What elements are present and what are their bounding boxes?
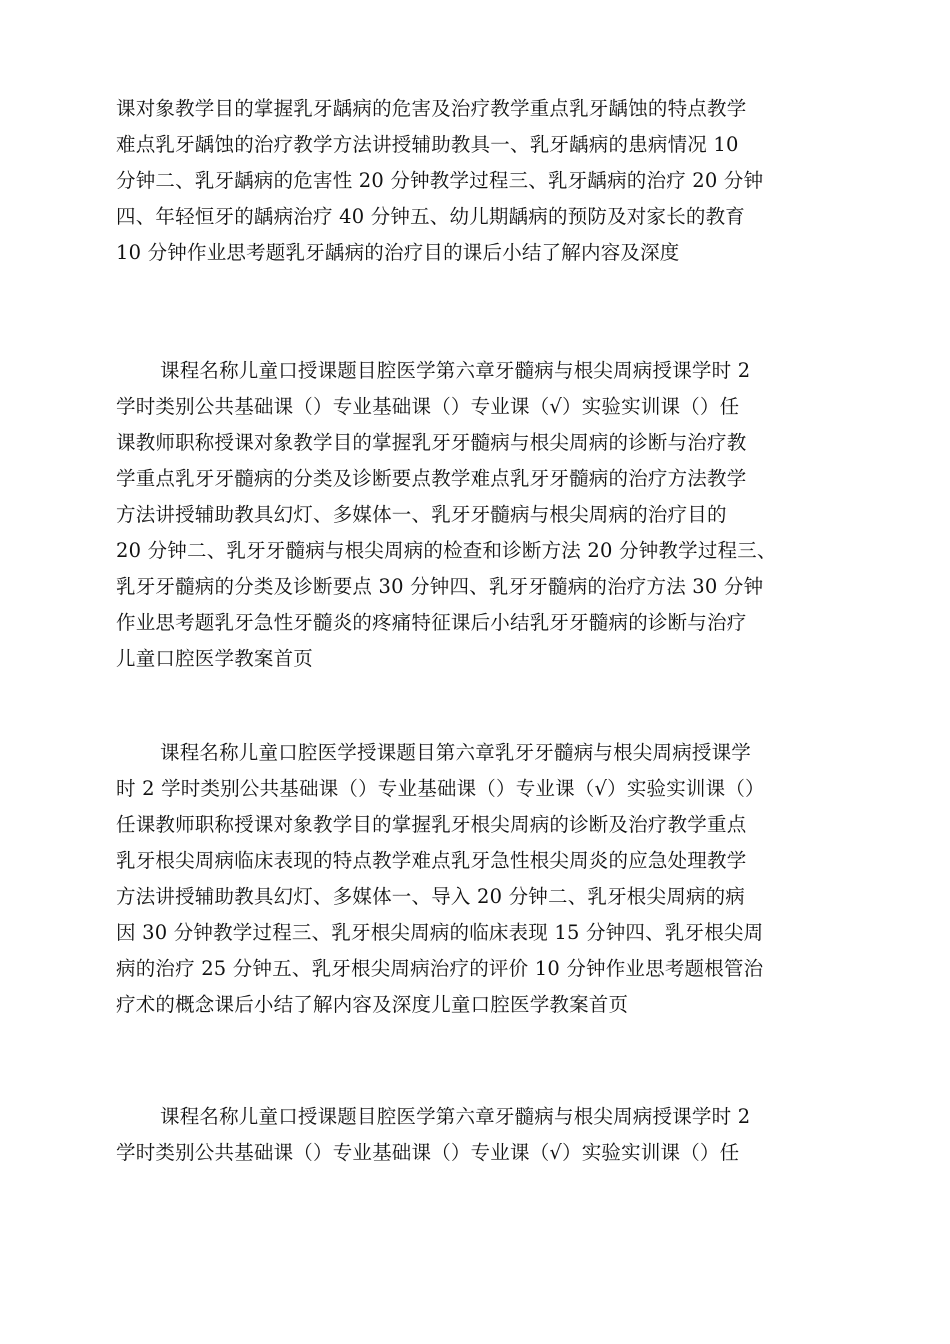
text-line: 学时类别公共基础课（）专业基础课（）专业课（√）实验实训课（）任 <box>116 1141 740 1164</box>
text-line: 儿童口腔医学教案首页 <box>116 647 314 670</box>
text-line: 任课教师职称授课对象教学目的掌握乳牙根尖周病的诊断及治疗教学重点 <box>116 813 747 836</box>
paragraph-dental-caries <box>116 91 856 271</box>
paragraph-course-info <box>116 1099 856 1171</box>
text-line: 学时类别公共基础课（）专业基础课（）专业课（√）实验实训课（）任 <box>116 395 740 418</box>
text-line: 课教师职称授课对象教学目的掌握乳牙牙髓病与根尖周病的诊断与治疗教 <box>116 431 747 454</box>
text-line: 课程名称儿童口授课题目腔医学第六章牙髓病与根尖周病授课学时 2 <box>160 359 751 382</box>
text-line: 方法讲授辅助教具幻灯、多媒体一、乳牙牙髓病与根尖周病的治疗目的 <box>116 503 727 526</box>
text-line: 课对象教学目的掌握乳牙龋病的危害及治疗教学重点乳牙龋蚀的特点教学 <box>116 97 747 120</box>
text-line: 疗术的概念课后小结了解内容及深度儿童口腔医学教案首页 <box>116 993 629 1016</box>
text-line: 乳牙根尖周病临床表现的特点教学难点乳牙急性根尖周炎的应急处理教学 <box>116 849 747 872</box>
text-line: 学重点乳牙牙髓病的分类及诊断要点教学难点乳牙牙髓病的治疗方法教学 <box>116 467 747 490</box>
text-line: 乳牙牙髓病的分类及诊断要点 30 分钟四、乳牙牙髓病的治疗方法 30 分钟 <box>116 575 764 598</box>
text-line: 20 分钟二、乳牙牙髓病与根尖周病的检查和诊断方法 20 分钟教学过程三、 <box>116 539 777 562</box>
text-line: 方法讲授辅助教具幻灯、多媒体一、导入 20 分钟二、乳牙根尖周病的病 <box>116 885 746 908</box>
text-line: 时 2 学时类别公共基础课（）专业基础课（）专业课（√）实验实训课（） <box>116 777 765 800</box>
text-line: 10 分钟作业思考题乳牙龋病的治疗目的课后小结了解内容及深度 <box>116 241 680 264</box>
text-line: 课程名称儿童口授课题目腔医学第六章牙髓病与根尖周病授课学时 2 <box>160 1105 751 1128</box>
text-line: 难点乳牙龋蚀的治疗教学方法讲授辅助教具一、乳牙龋病的患病情况 10 <box>116 133 739 156</box>
paragraph-pulp-disease <box>116 353 856 677</box>
text-line: 病的治疗 25 分钟五、乳牙根尖周病治疗的评价 10 分钟作业思考题根管治 <box>116 957 764 980</box>
text-line: 因 30 分钟教学过程三、乳牙根尖周病的临床表现 15 分钟四、乳牙根尖周 <box>116 921 764 944</box>
text-line: 四、年轻恒牙的龋病治疗 40 分钟五、幼儿期龋病的预防及对家长的教育 <box>116 205 746 228</box>
text-line: 作业思考题乳牙急性牙髓炎的疼痛特征课后小结乳牙牙髓病的诊断与治疗 <box>116 611 747 634</box>
text-line: 课程名称儿童口腔医学授课题目第六章乳牙牙髓病与根尖周病授课学 <box>160 741 752 764</box>
text-line: 分钟二、乳牙龋病的危害性 20 分钟教学过程三、乳牙龋病的治疗 20 分钟 <box>116 169 764 192</box>
paragraph-periapical-disease <box>116 735 856 1023</box>
